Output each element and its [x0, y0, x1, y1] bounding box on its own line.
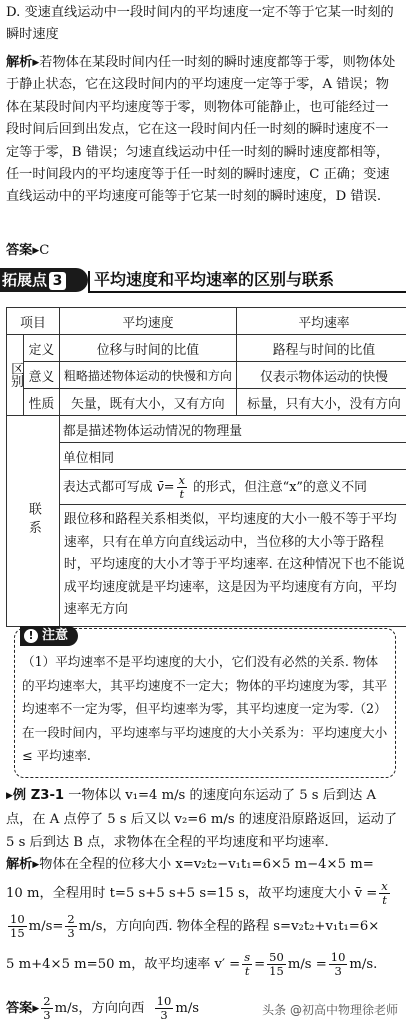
heading-bar	[88, 271, 90, 291]
table-row	[7, 505, 406, 627]
link-label: 联系	[7, 416, 60, 627]
solution-line-3: $\frac{10}{15}$ m/s= $\frac{2}{3}$ m/s，方向向西. 物体全程的路程 s=v₂t₂+v₁t₁=6×	[10, 912, 380, 940]
link-item: 单位相同	[59, 443, 406, 470]
answer-label: 答案	[6, 243, 33, 258]
heading-underline	[88, 291, 406, 293]
example-answer: 答案▶ $\frac{2}{3}$ m/s，方向向西 $\frac{10}{3}$ m/s	[6, 994, 200, 1022]
triangle-icon: ▶	[32, 860, 40, 870]
triangle-icon: ▶	[32, 246, 40, 256]
row-key: 定义	[24, 335, 60, 362]
solution-line-1: 解析▶物体在全程的位移大小 x=v₂t₂−v₁t₁=6×5 m−4×5 m=	[6, 857, 374, 872]
analysis-block	[6, 52, 400, 209]
diff-label: 区别	[7, 335, 24, 416]
info-icon: !	[24, 629, 38, 643]
triangle-icon: ▶	[6, 791, 13, 801]
note-text: （1）平均速率不是平均速度的大小，它们没有必然的关系. 物体的平均速率大，其平均速度不一定大；物体的平均速度为零，其平均速率不一定为零，但平均速率为零，其平均速度一定为零.（2）在一段时间内，平均速率与平均速度的大小关系为：平均速度大小 ≤ 平均速率.	[22, 654, 388, 763]
badge-number: 3	[49, 272, 66, 290]
expansion-badge: 拓展点 3	[0, 268, 88, 292]
table-row	[7, 389, 406, 416]
row-avg-velocity: 位移与时间的比值	[59, 335, 236, 362]
row-avg-speed: 标量，只有大小，没有方向	[236, 389, 406, 416]
row-key: 性质	[24, 389, 60, 416]
row-key: 意义	[24, 362, 60, 389]
link-item: 跟位移和路程关系相类似，平均速度的大小一般不等于平均速率，只有在单方向直线运动中，当位移的大小等于路程时，平均速度的大小才等于平均速率. 在这种情况下也不能说成平均速度就是平均速率，这是因为平均速度有方向，平均速率无方向	[59, 505, 406, 627]
section-title: 平均速度和平均速率的区别与联系	[94, 270, 335, 289]
section-heading	[0, 268, 406, 294]
answer-label: 答案	[6, 1001, 33, 1016]
row-avg-velocity: 粗略描述物体运动的快慢和方向	[59, 362, 236, 389]
table-header-row	[7, 308, 406, 335]
analysis-label: 解析	[6, 55, 33, 70]
example-label: 例 Z3-1	[12, 788, 65, 803]
example-block	[6, 784, 400, 854]
option-d: D. 变速直线运动中一段时间内的平均速度一定不等于它某一时刻的瞬时速度	[6, 5, 394, 43]
triangle-icon: ▶	[32, 1004, 40, 1014]
row-avg-speed: 仅表示物体运动的快慢	[236, 362, 406, 389]
watermark: 头条 @初高中物理徐老师	[262, 1003, 398, 1017]
table-row	[7, 443, 406, 470]
answer-value: C	[39, 243, 50, 258]
solution-line-2: 10 m，全程用时 t=5 s+5 s+5 s=15 s，故平均速度大小 v̄ = $\frac{x}{t}$	[6, 879, 388, 907]
link-item-formula: 表达式都可写成 v̄= $\frac{x}{t}$ 的形式，但注意“x”的意义不同	[59, 470, 406, 505]
table-row	[7, 470, 406, 505]
analysis-text: 若物体在某段时间内任一时刻的瞬时速度都等于零，则物体处于静止状态，它在这段时间内的平均速度一定等于零，A 错误；物体在某段时间内平均速度等于零，则物体可能静止，也可能经过一段时间后回到出发点，它在这一段时间内任一时刻的瞬时速度不一定等于零，B 错误；匀速直线运动中任一时刻的瞬时速度都相等，任一时间段内的平均速度等于任一时刻的瞬时速度，C 正确；变速直线运动中的平均速度可能等于它某一时刻的瞬时速度，D 错误.	[6, 55, 396, 205]
table-row	[7, 362, 406, 389]
solution-label: 解析	[6, 857, 33, 872]
row-avg-velocity: 矢量，既有大小，又有方向	[59, 389, 236, 416]
answer-line	[6, 240, 400, 262]
triangle-icon: ▶	[32, 58, 40, 68]
row-avg-speed: 路程与时间的比值	[236, 335, 406, 362]
link-item: 都是描述物体运动情况的物理量	[59, 416, 406, 443]
table-row	[7, 416, 406, 443]
table-row	[7, 335, 406, 362]
comparison-table	[6, 307, 406, 627]
note-badge: ! 注意	[20, 626, 78, 646]
header-item: 项目	[7, 308, 60, 335]
header-avg-speed: 平均速率	[236, 308, 406, 335]
header-avg-velocity: 平均速度	[59, 308, 236, 335]
example-text: 一物体以 v₁=4 m/s 的速度向东运动了 5 s 后到达 A 点，在 A 点停了 5 s 后又以 v₂=6 m/s 的速度沿原路返回，运动了 5 s 后到达 B 点，求物体在全程的平均速度和平均速率.	[6, 788, 398, 850]
solution-line-4: 5 m+4×5 m=50 m，故平均速率 v′ = $\frac{s}{t}$ = $\frac{50}{15}$ m/s = $\frac{10}{3}$ m/s.	[6, 950, 378, 978]
